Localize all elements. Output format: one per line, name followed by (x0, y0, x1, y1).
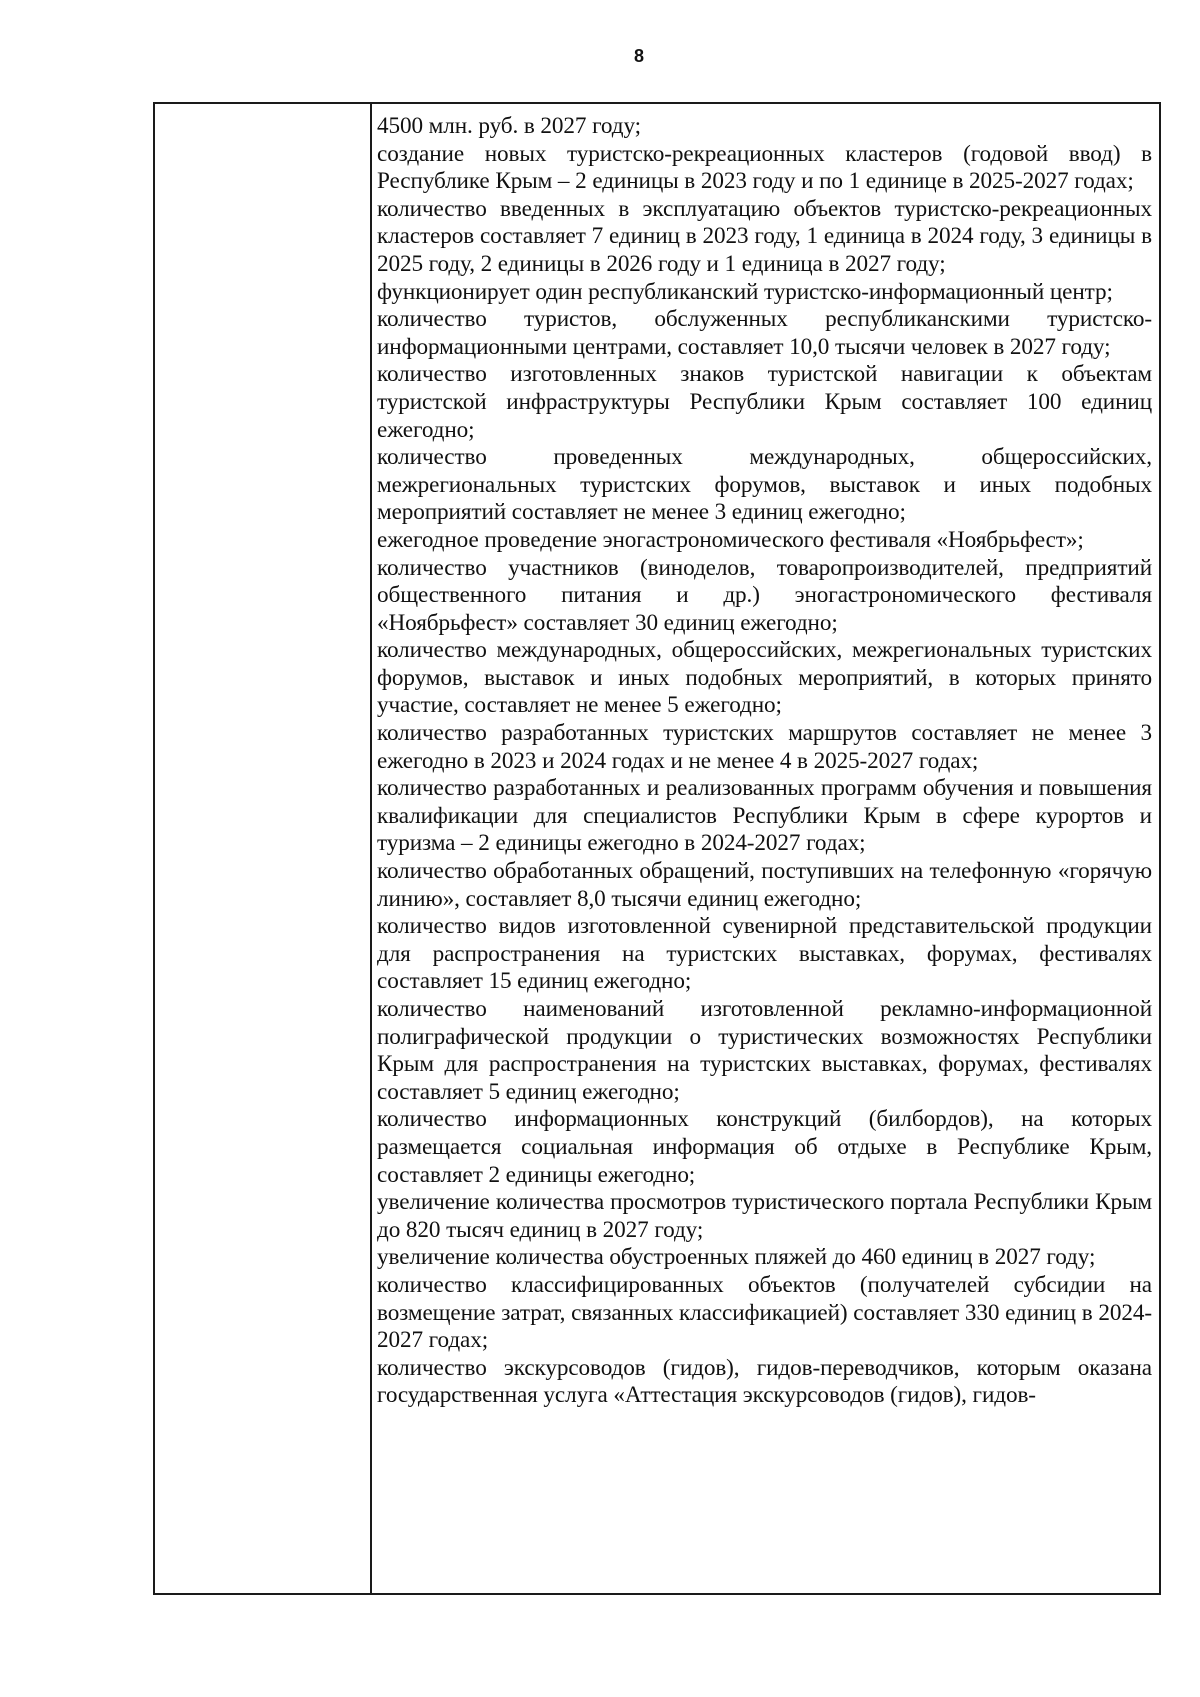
paragraph-10: количество международных, общероссийских, межрегиональных туристских форумов, выставок и иных подобных мероприятий, в которых принято участие, составляет не менее 5 ежегодно; (377, 637, 1152, 719)
paragraph-13: количество обработанных обращений, поступивших на телефонную «горячую линию», составляет 8,0 тысячи единиц ежегодно; (377, 858, 1152, 912)
paragraph-8: ежегодное проведение эногастрономического фестиваля «Ноябрьфест»; (377, 526, 1084, 553)
paragraph-7: количество проведенных международных, общероссийских, межрегиональных туристских форумов, выставок и иных подобных мероприятий составляет не менее 3 единиц ежегодно; (377, 444, 1152, 526)
paragraph-12: количество разработанных и реализованных программ обучения и повышения квалификации для специалистов Республики Крым в сфере курортов и туризма – 2 единицы ежегодно в 2024-2027 годах; (377, 775, 1152, 857)
paragraph-19: количество классифицированных объектов (получателей субсидии на возмещение затрат, связанных классификацией) составляет 330 единиц в 2024-2027 годах; (377, 1271, 1152, 1354)
paragraph-4: функционирует один республиканский туристско-информационный центр; (377, 278, 1113, 305)
paragraph-1: 4500 млн. руб. в 2027 году; (377, 113, 641, 139)
table-right-cell (372, 104, 1159, 1593)
paragraph-16: количество информационных конструкций (билбордов), на которых размещается социальная информация об отдыхе в Республике Крым, составляет 2 единицы ежегодно; (377, 1106, 1152, 1188)
paragraph-5: количество туристов, обслуженных республиканскими туристско-информационными центрами, составляет 10,0 тысячи человек в 2027 году; (377, 306, 1152, 360)
paragraph-2: создание новых туристско-рекреационных кластеров (годовой ввод) в Республике Крым – 2 единицы в 2023 году и по 1 единице в 2025-2027 годах; (377, 140, 1152, 195)
paragraph-9: количество участников (виноделов, товаропроизводителей, предприятий общественного питания и др.) эногастрономического фестиваля «Ноябрьфест» составляет 30 единиц ежегодно; (377, 554, 1152, 636)
paragraph-18: увеличение количества обустроенных пляжей до 460 единиц в 2027 году; (377, 1244, 1096, 1271)
paragraph-20: количество экскурсоводов (гидов), гидов-переводчиков, которым оказана государственная услуга «Аттестация экскурсоводов (гидов), гидов- (377, 1354, 1152, 1409)
table-left-cell (155, 104, 372, 1593)
paragraph-15: количество наименований изготовленной рекламно-информационной полиграфической продукции о туристических возможностях Республики Крым для распространения на туристских выставках, форумах, фестивалях составляет 5 единиц ежегодно; (377, 996, 1152, 1105)
paragraph-11: количество разработанных туристских маршрутов составляет не менее 3 ежегодно в 2023 и 2024 годах и не менее 4 в 2025-2027 годах; (377, 720, 1152, 774)
indicators-table (153, 102, 1161, 1595)
paragraph-14: количество видов изготовленной сувенирной представительской продукции для распространения на туристских выставках, форумах, фестивалях составляет 15 единиц ежегодно; (377, 913, 1152, 995)
paragraph-6: количество изготовленных знаков туристской навигации к объектам туристской инфраструктуры Республики Крым составляет 100 единиц ежегодно; (377, 361, 1152, 443)
paragraph-17: увеличение количества просмотров туристического портала Республики Крым до 820 тысяч единиц в 2027 году; (377, 1189, 1152, 1243)
paragraph-3: количество введенных в эксплуатацию объектов туристско-рекреационных кластеров составляет 7 единиц в 2023 году, 1 единица в 2024 году, 3 единицы в 2025 году, 2 единицы в 2026 году и 1 единица в 2027 году; (377, 195, 1152, 277)
page-number: 8 (633, 46, 644, 66)
